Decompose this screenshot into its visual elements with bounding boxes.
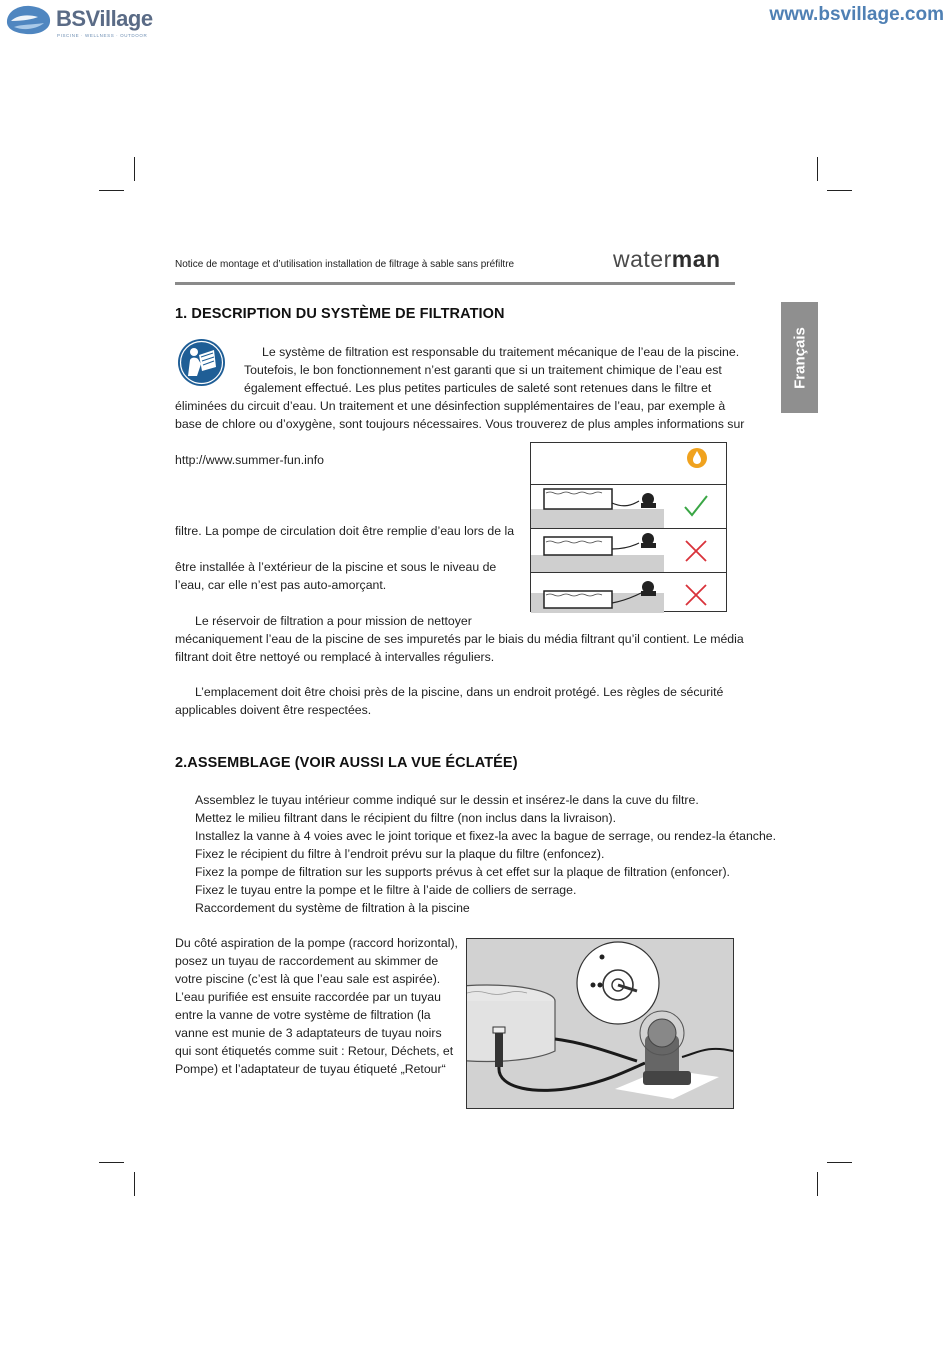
section-2-title: 2.ASSEMBLAGE (VOIR AUSSI LA VUE ÉCLATÉE) <box>175 755 518 771</box>
connection-line: vanne est munie de 3 adaptateurs de tuyau noirs <box>175 1026 442 1040</box>
bsvillage-logo-icon <box>4 3 54 37</box>
assembly-step: Fixez le récipient du filtre à l’endroit prévu sur la plaque du filtre (enfoncez). <box>195 847 605 861</box>
header-rule <box>175 282 735 285</box>
installation-illustration <box>466 938 734 1109</box>
logo-text: BSVillage <box>56 6 153 31</box>
reservoir-line: Le réservoir de filtration a pour mission de nettoyer <box>195 614 472 628</box>
pump-line: être installée à l’extérieur de la piscine et sous le niveau de <box>175 560 497 574</box>
summer-fun-link[interactable]: http://www.summer-fun.info <box>175 453 324 467</box>
crop-mark <box>817 1172 818 1196</box>
brand-light: water <box>613 246 672 272</box>
assembly-step: Assemblez le tuyau intérieur comme indiqué sur le dessin et insérez-le dans la cuve du filtre. <box>195 793 699 807</box>
diagram-row-wrong <box>531 572 726 613</box>
reservoir-line: mécaniquement l’eau de la piscine de ses impuretés par le biais du média filtrant qu’il contient. Le média <box>175 632 744 646</box>
reservoir-line: filtrant doit être nettoyé ou remplacé à intervalles réguliers. <box>175 650 495 664</box>
location-line: applicables doivent être respectées. <box>175 703 372 717</box>
document-header-note: Notice de montage et d’utilisation installation de filtrage à sable sans préfiltre <box>175 259 515 270</box>
diagram-row-correct <box>531 484 726 529</box>
crop-mark <box>99 1162 124 1163</box>
intro-line: également effectué. Les plus petites particules de saleté sont retenues dans le filtre et <box>244 381 712 395</box>
location-line: L’emplacement doit être choisi près de la piscine, dans un endroit protégé. Les règles de sécurité <box>195 685 724 699</box>
assembly-step: Fixez la pompe de filtration sur les supports prévus à cet effet sur la plaque de filtration (enfoncer). <box>195 865 730 879</box>
language-tab <box>781 302 818 413</box>
crop-mark <box>134 157 135 181</box>
diagram-row-wrong <box>531 528 726 573</box>
pool-pump-below-water-illustration <box>531 485 664 529</box>
pool-pump-above-water-illustration <box>531 529 664 573</box>
crop-mark <box>827 1162 852 1163</box>
pump-line: l’eau, car elle n’est pas auto-amorçant. <box>175 578 387 592</box>
crop-mark <box>827 190 852 191</box>
crop-mark <box>99 190 124 191</box>
logo-subtitle: PISCINE · WELLNESS · OUTDOOR <box>57 33 148 38</box>
intro-line: éliminées du circuit d’eau. Un traitement et une désinfection supplémentaires de l’eau, par exemple à <box>175 399 726 413</box>
intro-line: base de chlore ou d’oxygène, sont toujours nécessaires. Vous trouverez de plus amples informations sur <box>175 417 745 431</box>
pool-filter-installation-drawing <box>467 939 733 1108</box>
crop-mark <box>817 157 818 181</box>
pump-placement-diagram <box>530 442 727 612</box>
connection-line: Du côté aspiration de la pompe (raccord horizontal), <box>175 936 458 950</box>
assembly-step: Raccordement du système de filtration à la piscine <box>195 901 470 915</box>
pool-pump-far-illustration <box>531 573 664 613</box>
brand-bold: man <box>671 246 721 272</box>
assembly-step: Mettez le milieu filtrant dans le récipient du filtre (non inclus dans la livraison). <box>195 811 617 825</box>
connection-line: votre piscine (c’est là que l’eau sale est aspirée). <box>175 972 441 986</box>
site-url-link[interactable]: www.bsvillage.com <box>769 4 944 25</box>
connection-line: qui sont étiquetés comme suit : Retour, Déchets, et <box>175 1044 454 1058</box>
intro-line: Le système de filtration est responsable du traitement mécanique de l’eau de la piscine. <box>262 345 740 359</box>
connection-line: entre la vanne de votre système de filtration (la <box>175 1008 431 1022</box>
assembly-step: Installez la vanne à 4 voies avec le joint torique et fixez-la avec la bague de serrage, ou rendez-la étanche. <box>195 829 777 843</box>
pump-line: filtre. La pompe de circulation doit être remplie d’eau lors de la <box>175 524 515 538</box>
connection-line: Pompe) et l’adaptateur de tuyau étiqueté „Retour“ <box>175 1062 446 1076</box>
crop-mark <box>134 1172 135 1196</box>
waterman-brand <box>613 246 721 273</box>
language-tab-label: Français <box>791 326 808 389</box>
check-icon <box>683 493 709 519</box>
cross-icon <box>684 539 708 563</box>
connection-line: posez un tuyau de raccordement au skimmer de <box>175 954 439 968</box>
assembly-step: Fixez le tuyau entre la pompe et le filtre à l’aide de colliers de serrage. <box>195 883 577 897</box>
water-drop-icon <box>686 445 708 469</box>
connection-line: L’eau purifiée est ensuite raccordée par un tuyau <box>175 990 441 1004</box>
intro-line: Toutefois, le bon fonctionnement n’est garanti que si un traitement chimique de l’eau est <box>244 363 722 377</box>
section-1-title: 1. DESCRIPTION DU SYSTÈME DE FILTRATION <box>175 306 505 322</box>
manual-reading-icon <box>177 338 226 387</box>
cross-icon <box>684 583 708 607</box>
